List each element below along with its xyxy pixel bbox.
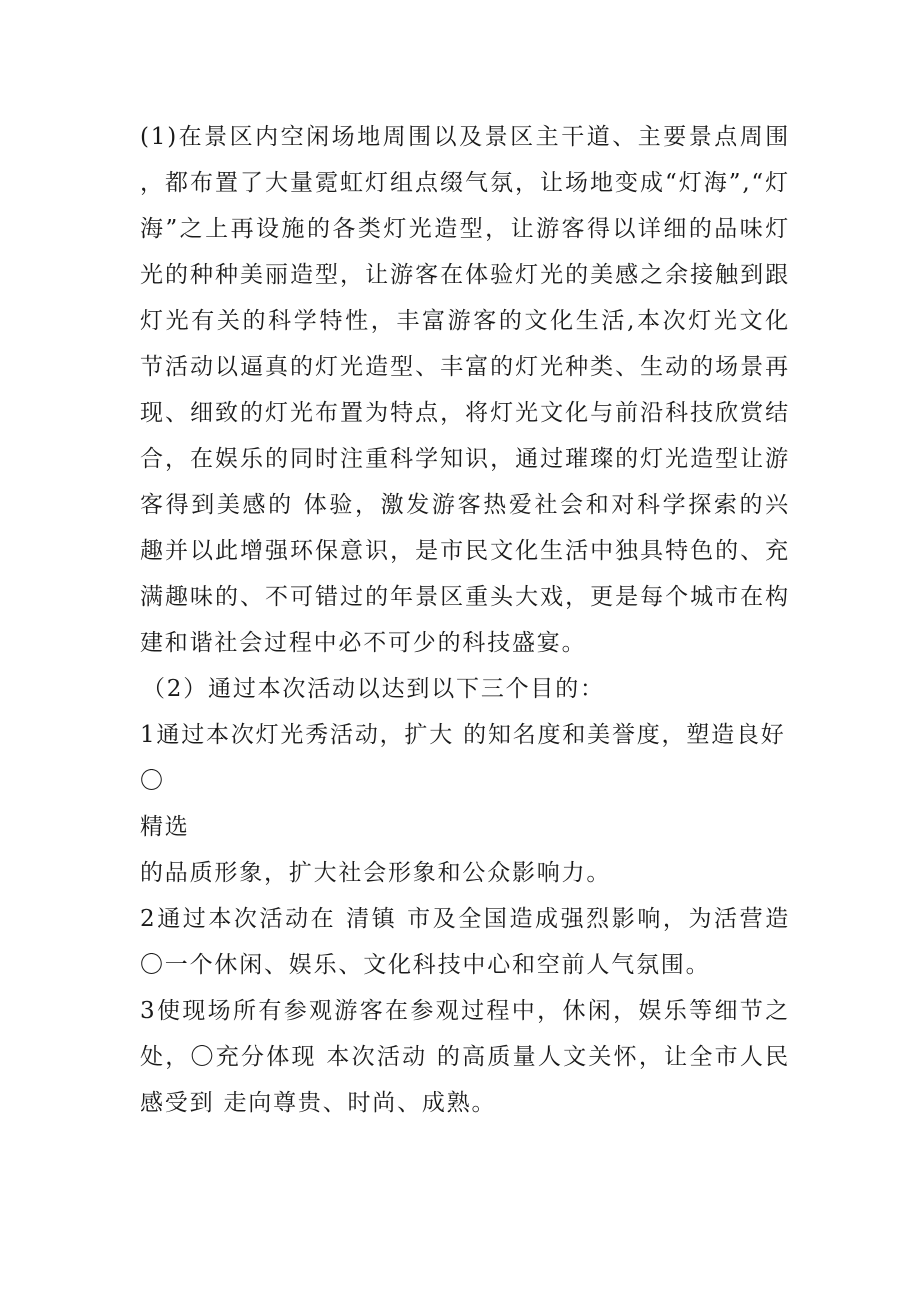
paragraph-3-item-1: 1通过本次灯光秀活动，扩大 的知名度和美誉度，塑造良好 [140,722,786,748]
paragraph-6-item-1-cont: 的品质形象，扩大社会形象和公众影响力。 [140,860,612,886]
paragraph-4-circle-mark: 〇 [140,768,165,794]
paragraph-1: (1)在景区内空闲场地周围以及景区主干道、主要景点周围，都布置了大量霓虹灯组点缀气氛，让场地变成“灯海”,“灯海”之上再设施的各类灯光造型，让游客得以详细的品味灯光的种种美丽造型，让游客在体验灯光的美感之余接触到跟灯光有关的科学特性，丰富游客的文化生活,本次灯光文化节活动以逼真的灯光造型、丰富的灯光种类、生动的场景再现、细致的灯光布置为特点，将灯光文化与前沿科技欣赏结合，在娱乐的同时注重科学知识，通过璀璨的灯光造型让游客得到美感的 体验，激发游客热爱社会和对科学探索的兴趣并以此增强环保意识，是市民文化生活中独具特色的、充满趣味的、不可错过的年景区重头大戏，更是每个城市在构建和谐社会过程中必不可少的科技盛宴。 [140,124,790,656]
paragraph-8-item-3: 3使现场所有参观游客在参观过程中，休闲，娱乐等细节之处，〇充分体现 本次活动 的高质量人文关怀，让全市人民感受到 走向尊贵、时尚、成熟。 [140,998,790,1116]
document-body [140,114,790,1126]
paragraph-2-heading: （2）通过本次活动以达到以下三个目的： [142,676,605,702]
paragraph-7-item-2: 2通过本次活动在 清镇 市及全国造成强烈影响，为活营造〇一个休闲、娱乐、文化科技中心和空前人气氛围。 [140,906,790,978]
paragraph-5-jingxuan: 精选 [140,814,190,840]
